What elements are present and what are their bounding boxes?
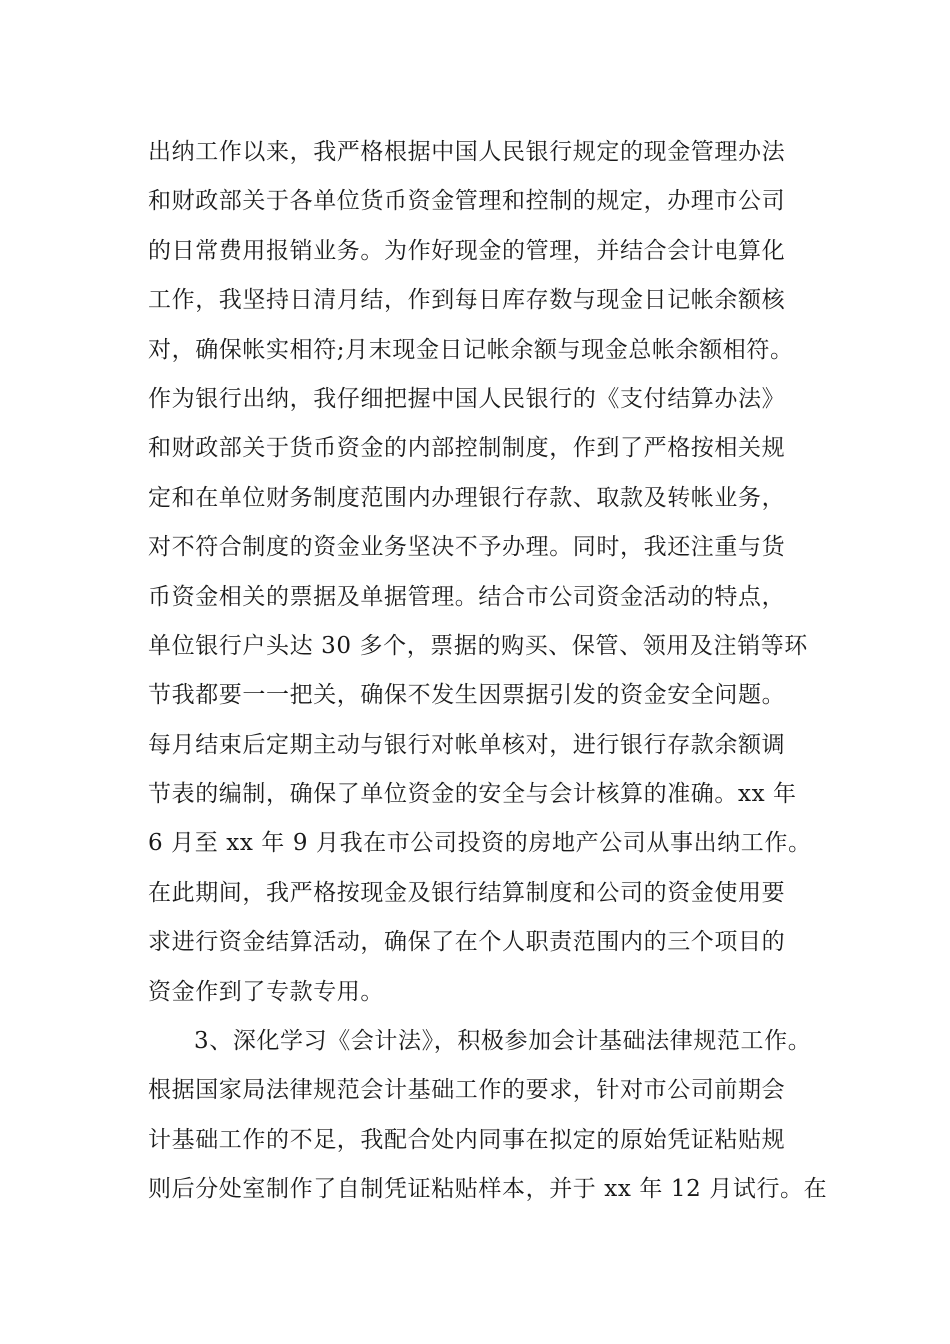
text-line: 单位银行户头达 30 多个，票据的购买、保管、领用及注销等环 xyxy=(148,632,808,659)
section-heading-line: 3、深化学习《会计法》，积极参加会计基础法律规范工作。 xyxy=(194,1028,812,1055)
text-line: 计基础工作的不足，我配合处内同事在拟定的原始凭证粘贴规 xyxy=(148,1126,786,1153)
text-line: 对，确保帐实相符;月末现金日记帐余额与现金总帐余额相符。 xyxy=(148,336,794,363)
text-line: 则后分处室制作了自制凭证粘贴样本，并于 xx 年 12 月试行。在 xyxy=(148,1176,828,1203)
text-line: 和财政部关于各单位货币资金管理和控制的规定，办理市公司 xyxy=(148,188,786,215)
text-line: 节表的编制，确保了单位资金的安全与会计核算的准确。xx 年 xyxy=(148,781,797,808)
text-line: 和财政部关于货币资金的内部控制制度，作到了严格按相关规 xyxy=(148,435,786,462)
text-line: 出纳工作以来，我严格根据中国人民银行规定的现金管理办法 xyxy=(148,139,786,165)
text-line: 求进行资金结算活动，确保了在个人职责范围内的三个项目的 xyxy=(148,929,786,956)
text-line: 在此期间，我严格按现金及银行结算制度和公司的资金使用要 xyxy=(148,879,786,906)
text-line: 币资金相关的票据及单据管理。结合市公司资金活动的特点， xyxy=(148,583,786,610)
text-line: 每月结束后定期主动与银行对帐单核对，进行银行存款余额调 xyxy=(148,731,786,758)
text-line: 对不符合制度的资金业务坚决不予办理。同时，我还注重与货 xyxy=(148,534,786,561)
text-line: 作为银行出纳，我仔细把握中国人民银行的《支付结算办法》 xyxy=(148,385,786,412)
text-line: 根据国家局法律规范会计基础工作的要求，针对市公司前期会 xyxy=(148,1077,786,1104)
body-text xyxy=(148,128,848,1215)
text-line: 工作，我坚持日清月结，作到每日库存数与现金日记帐余额核 xyxy=(148,287,786,314)
text-line: 资金作到了专款专用。 xyxy=(148,978,384,1005)
text-line: 节我都要一一把关，确保不发生因票据引发的资金安全问题。 xyxy=(148,682,786,709)
text-line: 定和在单位财务制度范围内办理银行存款、取款及转帐业务， xyxy=(148,484,786,511)
text-line: 的日常费用报销业务。为作好现金的管理，并结合会计电算化 xyxy=(148,237,786,264)
text-line: 6 月至 xx 年 9 月我在市公司投资的房地产公司从事出纳工作。 xyxy=(148,830,812,857)
